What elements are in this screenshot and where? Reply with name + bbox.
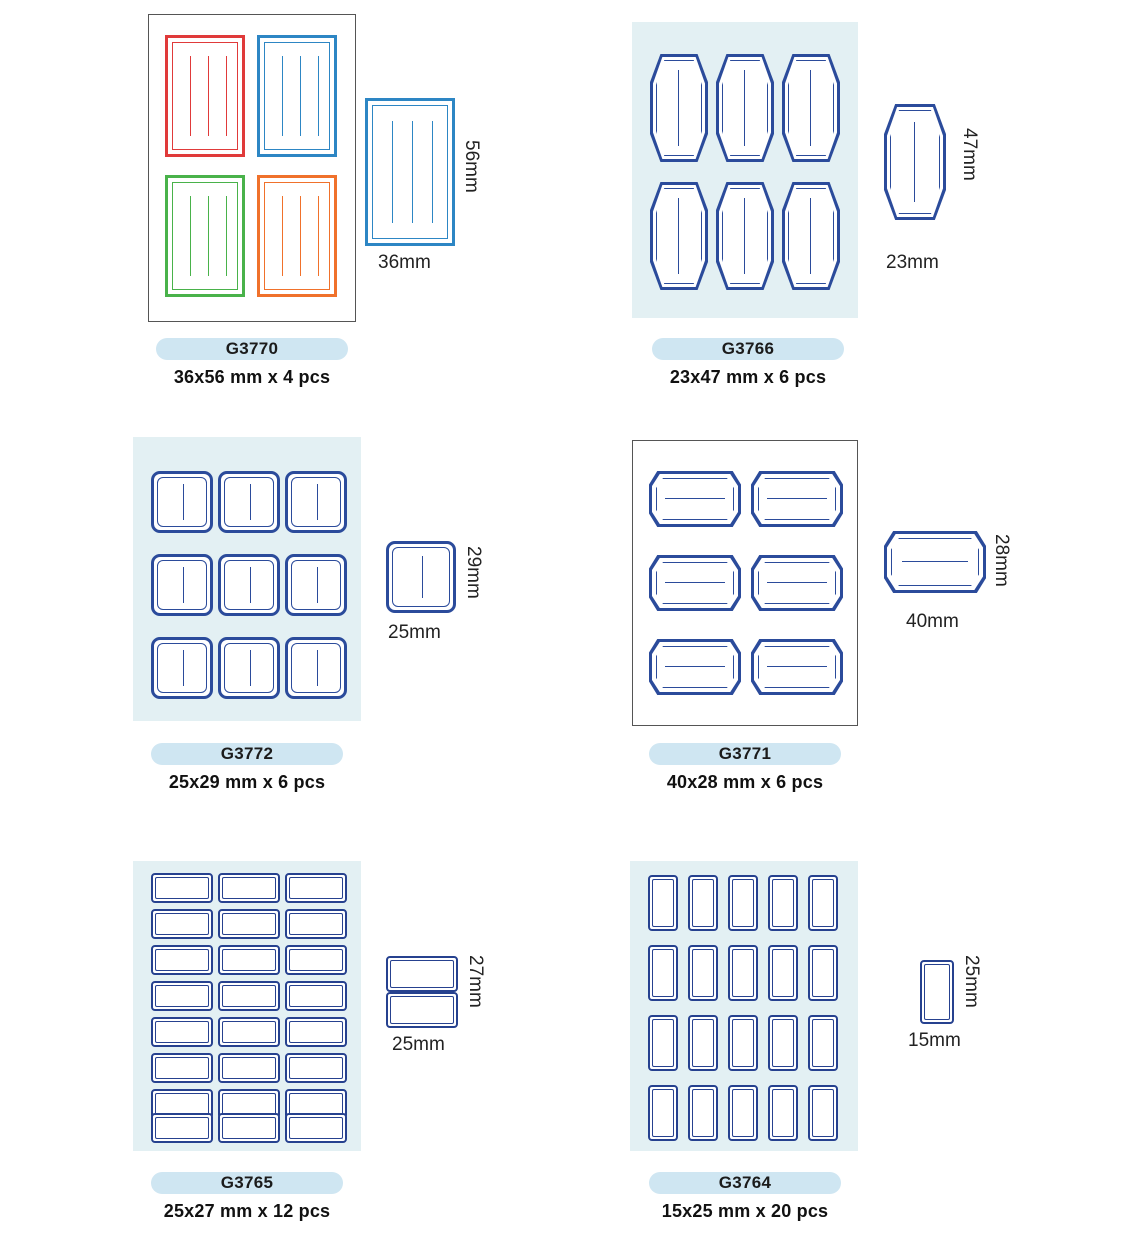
label-sheet-g3771 (632, 440, 858, 726)
label-g3766-2 (716, 54, 774, 162)
label-g3764 (808, 1085, 838, 1141)
label-g3765 (218, 1053, 280, 1083)
label-g3766-3 (782, 54, 840, 162)
label-g3765 (285, 1017, 347, 1047)
product-spec-g3764: 15x25 mm x 20 pcs (661, 1201, 829, 1221)
label-g3765 (151, 909, 213, 939)
label-g3764 (728, 1085, 758, 1141)
label-g3764 (728, 945, 758, 1001)
label-g3766-6 (782, 182, 840, 290)
label-g3765 (151, 1053, 213, 1083)
label-g3764 (688, 1085, 718, 1141)
label-g3771-3 (649, 555, 741, 611)
label-g3764 (688, 875, 718, 931)
label-g3765 (218, 981, 280, 1011)
label-g3770-1 (165, 35, 245, 157)
label-g3764 (648, 1015, 678, 1071)
product-code-g3764: G3764 (718, 1173, 772, 1192)
label-g3764 (768, 875, 798, 931)
product-spec-g3770: 36x56 mm x 4 pcs (173, 367, 331, 387)
dimension-width-g3765: 25mm (392, 1034, 445, 1055)
label-g3764 (768, 1015, 798, 1071)
sample-label-g3764 (920, 960, 954, 1024)
label-g3770-2 (257, 35, 337, 157)
label-g3764 (808, 945, 838, 1001)
label-g3770-3 (165, 175, 245, 297)
dimension-height-g3765: 27mm (465, 955, 486, 1008)
product-code-g3765: G3765 (220, 1173, 274, 1192)
product-code-g3770: G3770 (225, 339, 279, 358)
caption-g3772 (37, 743, 457, 793)
label-g3772-4 (151, 554, 213, 616)
label-g3771-2 (751, 471, 843, 527)
caption-g3765 (37, 1172, 457, 1222)
label-g3765 (285, 1113, 347, 1143)
label-g3765 (151, 873, 213, 903)
product-code-g3772: G3772 (220, 744, 274, 763)
sample-label-g3771 (884, 531, 986, 593)
label-g3764 (768, 945, 798, 1001)
code-band-g3772 (151, 743, 343, 765)
dimension-height-g3766: 47mm (959, 128, 980, 181)
product-spec-g3772: 25x29 mm x 6 pcs (168, 772, 326, 792)
dimension-width-g3772: 25mm (388, 622, 441, 643)
code-band-g3770 (156, 338, 348, 360)
label-g3764 (728, 875, 758, 931)
caption-g3764 (535, 1172, 955, 1222)
code-band-g3765 (151, 1172, 343, 1194)
code-band-g3764 (649, 1172, 841, 1194)
label-g3772-5 (218, 554, 280, 616)
label-g3772-8 (218, 637, 280, 699)
sample-label-g3765-top (386, 956, 458, 992)
label-g3764 (808, 1015, 838, 1071)
dimension-width-g3771: 40mm (906, 611, 959, 632)
label-sheet-g3764 (630, 861, 858, 1151)
label-g3764 (688, 945, 718, 1001)
label-g3766-1 (650, 54, 708, 162)
dimension-width-g3770: 36mm (378, 252, 431, 273)
label-g3765 (218, 909, 280, 939)
label-g3772-6 (285, 554, 347, 616)
label-g3765 (151, 981, 213, 1011)
label-g3771-4 (751, 555, 843, 611)
product-spec-g3771: 40x28 mm x 6 pcs (666, 772, 824, 792)
label-g3771-1 (649, 471, 741, 527)
label-g3772-2 (218, 471, 280, 533)
label-g3766-5 (716, 182, 774, 290)
caption-g3771 (535, 743, 955, 793)
label-g3765 (285, 873, 347, 903)
label-g3772-3 (285, 471, 347, 533)
dimension-width-g3764: 15mm (908, 1030, 961, 1051)
code-band-g3771 (649, 743, 841, 765)
label-g3765 (285, 945, 347, 975)
dimension-height-g3764: 25mm (961, 955, 982, 1008)
code-band-g3766 (652, 338, 844, 360)
label-g3764 (688, 1015, 718, 1071)
label-g3764 (768, 1085, 798, 1141)
label-g3764 (648, 875, 678, 931)
label-sheet-g3772 (133, 437, 361, 721)
label-g3765 (218, 945, 280, 975)
label-g3765 (218, 1113, 280, 1143)
label-g3765 (285, 909, 347, 939)
label-g3764 (648, 945, 678, 1001)
caption-g3770 (42, 338, 462, 388)
product-code-g3766: G3766 (721, 339, 775, 358)
dimension-height-g3771: 28mm (991, 534, 1012, 587)
label-g3765 (285, 981, 347, 1011)
dimension-width-g3766: 23mm (886, 252, 939, 273)
label-g3765 (285, 1053, 347, 1083)
label-g3772-9 (285, 637, 347, 699)
label-g3765 (218, 873, 280, 903)
sample-label-g3772 (386, 541, 456, 613)
sample-label-g3770 (365, 98, 455, 246)
label-g3770-4 (257, 175, 337, 297)
label-sheet-g3766 (632, 22, 858, 318)
sample-label-g3766 (884, 104, 946, 220)
caption-g3766 (538, 338, 958, 388)
label-g3772-7 (151, 637, 213, 699)
label-sheet-g3770 (148, 14, 356, 322)
label-g3765 (151, 1113, 213, 1143)
label-g3765 (151, 945, 213, 975)
dimension-height-g3770: 56mm (461, 140, 482, 193)
label-g3771-6 (751, 639, 843, 695)
label-g3765 (151, 1017, 213, 1047)
label-g3764 (648, 1085, 678, 1141)
label-g3771-5 (649, 639, 741, 695)
product-spec-g3765: 25x27 mm x 12 pcs (163, 1201, 331, 1221)
product-spec-g3766: 23x47 mm x 6 pcs (669, 367, 827, 387)
label-sheet-g3765 (133, 861, 361, 1151)
dimension-height-g3772: 29mm (463, 546, 484, 599)
product-code-g3771: G3771 (718, 744, 772, 763)
sample-label-g3765-bottom (386, 992, 458, 1028)
label-g3766-4 (650, 182, 708, 290)
label-g3764 (728, 1015, 758, 1071)
label-g3772-1 (151, 471, 213, 533)
label-g3764 (808, 875, 838, 931)
label-g3765 (218, 1017, 280, 1047)
